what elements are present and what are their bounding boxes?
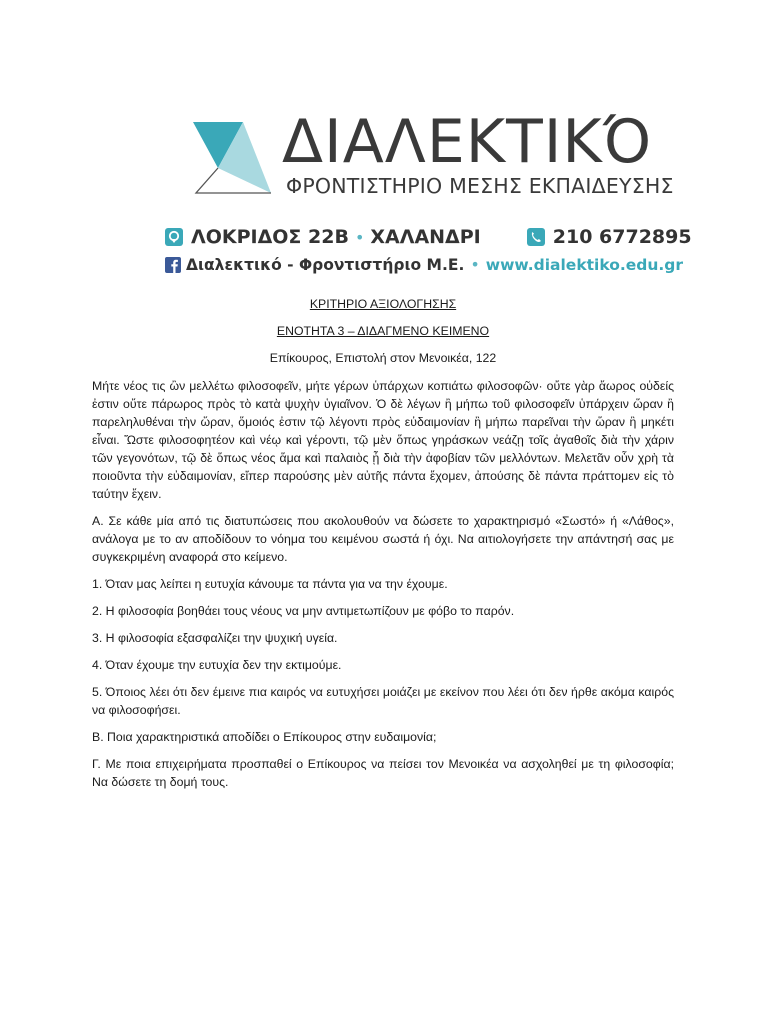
area-text: ΧΑΛΑΝΔΡΙ xyxy=(370,226,481,248)
text-source: Επίκουρος, Επιστολή στον Μενοικέα, 122 xyxy=(269,351,497,365)
facebook-page-text: Διαλεκτικό - Φροντιστήριο Μ.Ε. xyxy=(186,255,465,274)
statement-1: 1. Όταν μας λείπει η ευτυχία κάνουμε τα πάντα για να την έχουμε. xyxy=(92,577,448,591)
statement-3: 3. Η φιλοσοφία εξασφαλίζει την ψυχική υγεία. xyxy=(92,631,338,645)
contact-web-row xyxy=(165,255,683,274)
exam-document xyxy=(92,290,674,791)
document-title: ΚΡΙΤΗΡΙΟ ΑΞΙΟΛΟΓΗΣΗΣ xyxy=(309,297,457,311)
facebook-icon xyxy=(165,257,181,273)
statement-5: 5. Όποιος λέει ότι δεν έμεινε πια καιρός να ευτυχήσει μοιάζει με εκείνον που λέει ότι δεν ήρθε ακόμα καιρός να φιλοσοφήσει. xyxy=(92,685,674,717)
triangle-logo-icon xyxy=(193,120,273,195)
website-link[interactable]: www.dialektiko.edu.gr xyxy=(485,255,684,274)
address-text: ΛΟΚΡΙΔΟΣ 22Β xyxy=(191,226,349,248)
question-a: Α. Σε κάθε μία από τις διατυπώσεις που ακολουθούν να δώσετε το χαρακτηρισμό «Σωστό» ή «Λάθος», ανάλογα με το αν αποδίδουν το νόημα του κειμένου σωστά ή όχι. Να αιτιολογήσετε την απάντησή σας με συγκεκριμένη αναφορά στο κείμενο. xyxy=(92,514,674,564)
question-b: Β. Ποια χαρακτηριστικά αποδίδει ο Επίκουρος στην ευδαιμονία; xyxy=(92,730,437,744)
separator-dot: • xyxy=(354,227,365,247)
contact-address-row xyxy=(165,226,692,248)
statement-4: 4. Όταν έχουμε την ευτυχία δεν την εκτιμούμε. xyxy=(92,658,342,672)
document-subtitle: ΕΝΟΤΗΤΑ 3 – ΔΙΔΑΓΜΕΝΟ ΚΕΙΜΕΝΟ xyxy=(276,324,490,338)
statement-2: 2. Η φιλοσοφία βοηθάει τους νέους να μην αντιμετωπίζουν με φόβο το παρόν. xyxy=(92,604,515,618)
separator-dot: • xyxy=(470,255,480,274)
brand-subtitle: ΦΡΟΝΤΙΣΤΗΡΙΟ ΜΕΣΗΣ ΕΚΠΑΙΔΕΥΣΗΣ xyxy=(286,174,674,198)
phone-icon xyxy=(527,228,545,246)
phone-text: 210 6772895 xyxy=(552,226,692,248)
question-c: Γ. Με ποια επιχειρήματα προσπαθεί ο Επίκουρος να πείσει τον Μενοικέα να ασχοληθεί με τη φιλοσοφία; Να δώσετε τη δομή τους. xyxy=(92,757,674,789)
ancient-greek-passage: Μήτε νέος τις ὢν μελλέτω φιλοσοφεῖν, μήτε γέρων ὑπάρχων κοπιάτω φιλοσοφῶν· οὔτε γὰρ ἄωρος οὐδείς ἐστιν οὔτε πάρωρος πρὸς τὸ κατὰ ψυχὴν ὑγιαῖνον. Ὁ δὲ λέγων ἢ μήπω τοῦ φιλοσοφεῖν ὑπάρχειν ὥραν ἢ παρεληλυθέναι τὴν ὥραν, ὅμοιός ἐστιν τῷ λέγοντι πρὸς εὐδαιμονίαν ἢ μήπω παρεῖναι τὴν ὥραν ἢ μηκέτι εἶναι. Ὥστε φιλοσοφητέον καὶ νέῳ καὶ γέροντι, τῷ μὲν ὅπως γηράσκων νεάζῃ τοῖς ἀγαθοῖς διὰ τὴν χάριν τῶν γεγονότων, τῷ δὲ ὅπως νέος ἅμα καὶ παλαιὸς ᾖ διὰ τὴν ἀφοβίαν τῶν μελλόντων. Μελετᾶν οὖν χρὴ τὰ ποιοῦντα τὴν εὐδαιμονίαν, εἴπερ παρούσης μὲν αὐτῆς πάντα ἔχομεν, ἀπούσης δὲ πάντα πράττομεν εἰς τὸ ταύτην ἔχειν. xyxy=(92,379,674,501)
brand-name: ΔΙΑΛΕΚΤΙΚΌ xyxy=(282,107,653,177)
letterhead xyxy=(0,0,768,290)
location-pin-icon xyxy=(165,228,183,246)
